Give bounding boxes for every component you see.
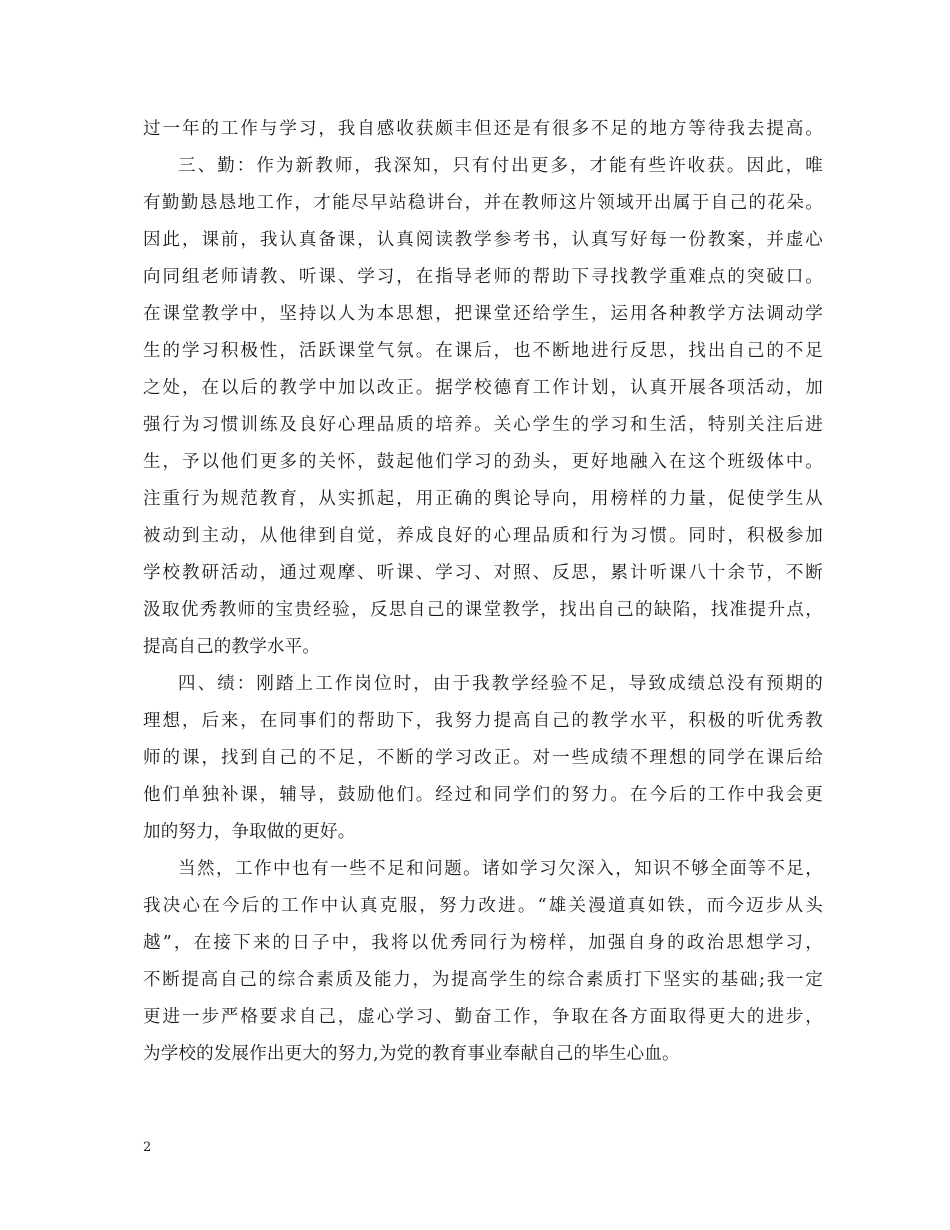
text-line: 他们单独补课，辅导，鼓励他们。经过和同学们的努力。在今后的工作中我会更 [143,785,823,805]
paragraph-first-line: 三、勤：作为新教师，我深知，只有付出更多，才能有些许收获。因此，唯 [178,156,823,176]
text-line: 被动到主动，从他律到自觉，养成良好的心理品质和行为习惯。同时，积极参加 [143,526,823,546]
text-line: 强行为习惯训练及良好心理品质的培养。关心学生的学习和生活，特别关注后进 [143,415,823,435]
text-line: 生的学习积极性，活跃课堂气氛。在课后，也不断地进行反思，找出自己的不足 [143,341,823,361]
text-line: 我决心在今后的工作中认真克服，努力改进。“雄关漫道真如铁，而今迈步从头 [143,896,823,916]
paragraph-last-line: 为学校的发展作出更大的努力,为党的教育事业奉献自己的毕生心血。 [143,1044,680,1064]
paragraph-first-line: 当然，工作中也有一些不足和问题。诸如学习欠深入，知识不够全面等不足， [178,859,823,879]
text-line: 之处，在以后的教学中加以改正。据学校德育工作计划，认真开展各项活动，加 [143,378,823,398]
paragraph-first-line: 四、绩：刚踏上工作岗位时，由于我教学经验不足，导致成绩总没有预期的 [178,674,823,694]
text-line: 不断提高自己的综合素质及能力，为提高学生的综合素质打下坚实的基础;我一定 [143,970,823,990]
text-line: 在课堂教学中，坚持以人为本思想，把课堂还给学生，运用各种教学方法调动学 [143,304,823,324]
text-line: 汲取优秀教师的宝贵经验，反思自己的课堂教学，找出自己的缺陷，找准提升点， [143,600,823,620]
page-number: 2 [143,1140,152,1155]
paragraph-last-line: 加的努力，争取做的更好。 [143,822,356,842]
text-line: 过一年的工作与学习，我自感收获颇丰但还是有很多不足的地方等待我去提高。 [143,119,823,139]
paragraph-last-line: 提高自己的教学水平。 [143,637,320,657]
text-line: 生，予以他们更多的关怀，鼓起他们学习的劲头，更好地融入在这个班级体中。 [143,452,823,472]
text-line: 更进一步严格要求自己，虚心学习、勤奋工作，争取在各方面取得更大的进步， [143,1007,823,1027]
text-line: 理想，后来，在同事们的帮助下，我努力提高自己的教学水平，积极的听优秀教 [143,711,823,731]
text-line: 师的课，找到自己的不足，不断的学习改正。对一些成绩不理想的同学在课后给 [143,748,823,768]
text-line: 注重行为规范教育，从实抓起，用正确的舆论导向，用榜样的力量，促使学生从 [143,489,823,509]
text-line: 因此，课前，我认真备课，认真阅读教学参考书，认真写好每一份教案，并虚心 [143,230,823,250]
text-line: 有勤勤恳恳地工作，才能尽早站稳讲台，并在教师这片领域开出属于自己的花朵。 [143,193,823,213]
text-line: 向同组老师请教、听课、学习，在指导老师的帮助下寻找教学重难点的突破口。 [143,267,823,287]
text-line: 越”，在接下来的日子中，我将以优秀同行为榜样，加强自身的政治思想学习， [143,933,823,953]
text-line: 学校教研活动，通过观摩、听课、学习、对照、反思，累计听课八十余节，不断 [143,563,823,583]
